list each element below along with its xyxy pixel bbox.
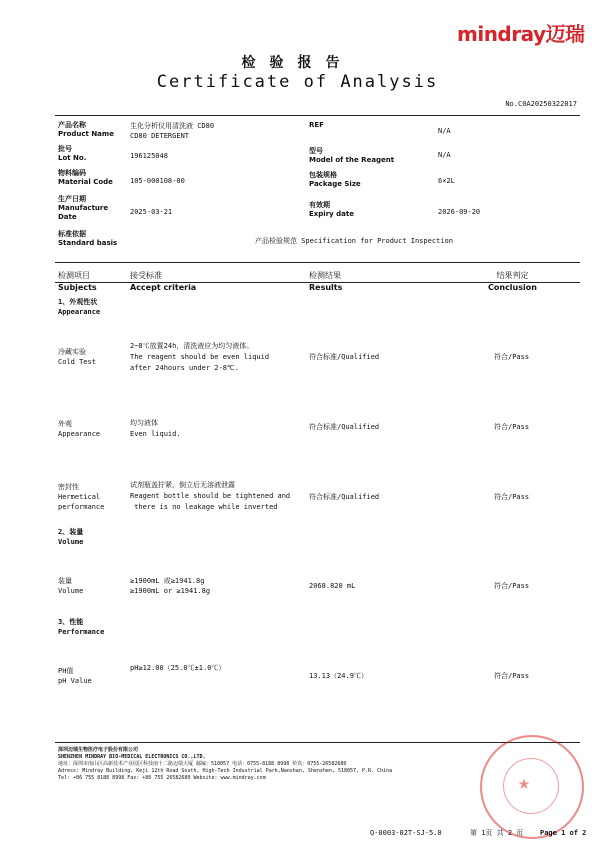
row-conclusion-hermetical: 符合/Pass <box>494 493 530 501</box>
form-number: Q-0003-02T-SJ-5.0 <box>370 829 442 837</box>
model-label: 型号 Model of the Reagent <box>309 147 395 164</box>
mfg-date-label: 生产日期 Manufacture Date <box>58 195 109 221</box>
col-criteria: 接受标准 Accept criteria <box>130 271 197 292</box>
standard-value: 产品检验规范 Specification for Product Inspection <box>255 237 453 245</box>
row-result-appearance: 符合标准/Qualified <box>309 423 380 431</box>
page-number-cn: 第 1页 共 2 页 <box>470 829 524 837</box>
package-label: 包装规格 Package Size <box>309 171 361 188</box>
row-conclusion-appearance: 符合/Pass <box>494 423 530 431</box>
row-subject-hermetical: 密封性 Hermetical performance <box>58 483 105 511</box>
seal-inner-ring <box>503 758 559 814</box>
row-conclusion-ph: 符合/Pass <box>494 672 530 680</box>
seal-star-icon: ★ <box>518 770 531 794</box>
document-number: No.C0A20250322017 <box>505 100 577 108</box>
row-result-ph: 13.13（24.9℃） <box>309 672 368 680</box>
row-criteria-appearance: 均匀液体 Even liquid. <box>130 419 181 438</box>
expiry-label: 有效期 Expiry date <box>309 201 354 218</box>
model-value: N/A <box>438 151 451 159</box>
row-conclusion-volume: 符合/Pass <box>494 582 530 590</box>
ref-value: N/A <box>438 127 451 135</box>
row-subject-volume: 装量 Volume <box>58 577 84 595</box>
row-criteria-ph: pH≥12.00（25.0℃±1.0℃） <box>130 664 226 672</box>
row-subject-appearance: 外观 Appearance <box>58 420 101 438</box>
row-result-volume: 2068.820 mL <box>309 582 356 590</box>
table-top-rule <box>55 262 580 263</box>
ref-label: REF <box>309 121 324 129</box>
col-subjects: 检测项目 Subjects <box>58 271 97 292</box>
material-label: 物料编码 Material Code <box>58 169 113 186</box>
col-conclusion: 结果判定 Conclusion <box>488 271 537 292</box>
expiry-value: 2026-09-20 <box>438 208 481 216</box>
standard-label: 标准依据 Standard basis <box>58 230 118 247</box>
top-rule <box>55 115 580 116</box>
row-subject-cold-test: 冷藏实验 Cold Test <box>58 348 96 366</box>
product-name-label: 产品名称 Product Name <box>58 121 114 138</box>
row-conclusion-cold-test: 符合/Pass <box>494 353 530 361</box>
title-en: Certificate of Analysis <box>156 72 439 92</box>
footer-company: 深圳迈瑞生物医疗电子股份有限公司 SHENZHEN MINDRAY BIO-MEDICAL ELECTRONICS CO.,LTD. 地址：深圳市南山区高新技术产业园区科技南十二路迈瑞大厦 邮编：518057 电话：0755-8188 8998 传真：0755-26582680 Adress: Mindray Building, Keji 12th Road South, High-Tech Industrial Park,Nanshan, Shenzhen, 518057, P.R. China Tel: +86 755 8188 8998 Fax: +86 755 26582680 Website: www.mindray.com <box>58 747 393 781</box>
section-volume: 2、装量 Volume <box>58 528 84 546</box>
lot-label: 批号 Lot No. <box>58 145 87 162</box>
lot-value: 196125048 <box>130 152 168 160</box>
row-result-cold-test: 符合标准/Qualified <box>309 353 380 361</box>
title-cn: 检验报告 <box>241 55 354 71</box>
section-appearance: 1、外观性状 Appearance <box>58 298 101 316</box>
mindray-logo: mindray迈瑞 <box>457 22 585 46</box>
product-name-value: 生化分析仪用清洗液 CD80 CD80 DETERGENT <box>130 122 215 140</box>
row-criteria-volume: ≥1900mL 或≥1941.8g ≥1900mL or ≥1941.8g <box>130 577 211 595</box>
row-subject-ph: PH值 pH Value <box>58 667 92 685</box>
footer-rule <box>55 742 580 743</box>
col-results: 检测结果 Results <box>309 271 343 292</box>
row-result-hermetical: 符合标准/Qualified <box>309 493 380 501</box>
section-performance: 3、性能 Performance <box>58 618 105 636</box>
header-divider <box>55 282 580 283</box>
page-number-en: Page 1 of 2 <box>540 829 587 837</box>
row-criteria-cold-test: 2~8℃放置24h，清洗液应为均匀液体。 The reagent should be even liquid after 24hours under 2-8℃. <box>130 342 270 372</box>
package-value: 6×2L <box>438 177 455 185</box>
mfg-date-value: 2025-03-21 <box>130 208 173 216</box>
row-criteria-hermetical: 试剂瓶盖拧紧，倒立后无溶液泄露 Reagent bottle should be tightened and there is no leakage while inverted <box>130 481 291 511</box>
material-value: 105-000108-00 <box>130 177 185 185</box>
